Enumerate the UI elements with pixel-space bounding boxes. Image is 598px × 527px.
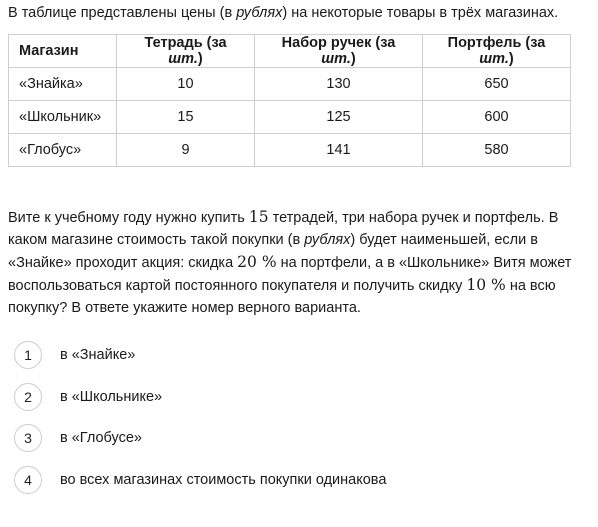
cell-pens: 125: [255, 101, 423, 134]
question-italic-unit: рублях: [304, 232, 351, 248]
math-percent: 20 %: [237, 253, 277, 271]
option-number-badge[interactable]: 1: [14, 341, 42, 369]
header-bag-unit: шт.: [479, 51, 509, 67]
header-notebook-unit: шт.: [168, 51, 198, 67]
cell-notebook: 10: [117, 68, 255, 101]
cell-pens: 141: [255, 134, 423, 167]
intro-italic-unit: рублях: [236, 5, 283, 21]
option-label[interactable]: в «Знайке»: [60, 347, 136, 363]
cell-notebook: 15: [117, 101, 255, 134]
question-part: ) будет наименьшей, если в «Знайке» проходит акция: скидка: [8, 232, 538, 271]
question-part: Вите к учебному году нужно купить: [8, 210, 249, 226]
answer-option-2[interactable]: [14, 382, 589, 412]
answer-option-3[interactable]: [14, 423, 589, 453]
header-notebook-close: ): [197, 51, 203, 67]
question-part: на портфели, а в «Школьнике» Витя может воспользоваться картой постоянного покупателя и получить скидку: [8, 255, 572, 294]
header-pens-text: Набор ручек (за: [281, 35, 396, 51]
cell-bag: 600: [423, 101, 571, 134]
cell-notebook: 9: [117, 134, 255, 167]
table-header-row: [9, 35, 571, 68]
option-label[interactable]: в «Глобусе»: [60, 430, 142, 446]
cell-shop: «Школьник»: [9, 101, 117, 134]
math-number: 15: [248, 208, 269, 226]
cell-pens: 130: [255, 68, 423, 101]
option-number-badge[interactable]: 3: [14, 424, 42, 452]
header-pens: [255, 35, 423, 68]
answer-option-1[interactable]: [14, 340, 589, 370]
intro-after: ) на некоторые товары в трёх магазинах.: [282, 5, 559, 21]
option-number-badge[interactable]: 4: [14, 466, 42, 494]
header-notebook: [117, 35, 255, 68]
math-percent: 10 %: [466, 276, 506, 294]
answer-option-4[interactable]: [14, 465, 589, 495]
option-label[interactable]: во всех магазинах стоимость покупки одинакова: [60, 471, 387, 488]
table-row: [9, 101, 571, 134]
header-notebook-text: Тетрадь (за: [144, 35, 227, 51]
question-text: [8, 206, 593, 319]
intro-before: В таблице представлены цены (в: [8, 5, 237, 21]
cell-shop: «Глобус»: [9, 134, 117, 167]
question-part: на всю покупку? В ответе укажите номер верного варианта.: [8, 278, 556, 316]
header-pens-close: ): [350, 51, 356, 67]
header-bag: [423, 35, 571, 68]
header-bag-text: Портфель (за: [447, 35, 546, 51]
table-row: [9, 68, 571, 101]
header-bag-close: ): [508, 51, 514, 67]
option-label[interactable]: в «Школьнике»: [60, 388, 163, 405]
header-pens-unit: шт.: [321, 51, 351, 67]
answer-options: [14, 340, 589, 506]
header-shop: Магазин: [9, 35, 117, 68]
cell-bag: 580: [423, 134, 571, 167]
cell-bag: 650: [423, 68, 571, 101]
option-number-badge[interactable]: 2: [14, 383, 42, 411]
cell-shop: «Знайка»: [9, 68, 117, 101]
question-part: тетрадей, три набора ручек и портфель. В каком магазине стоимость такой покупки (в: [8, 210, 559, 248]
table-row: [9, 134, 571, 167]
intro-text: [8, 3, 593, 23]
prices-table: [8, 34, 571, 167]
